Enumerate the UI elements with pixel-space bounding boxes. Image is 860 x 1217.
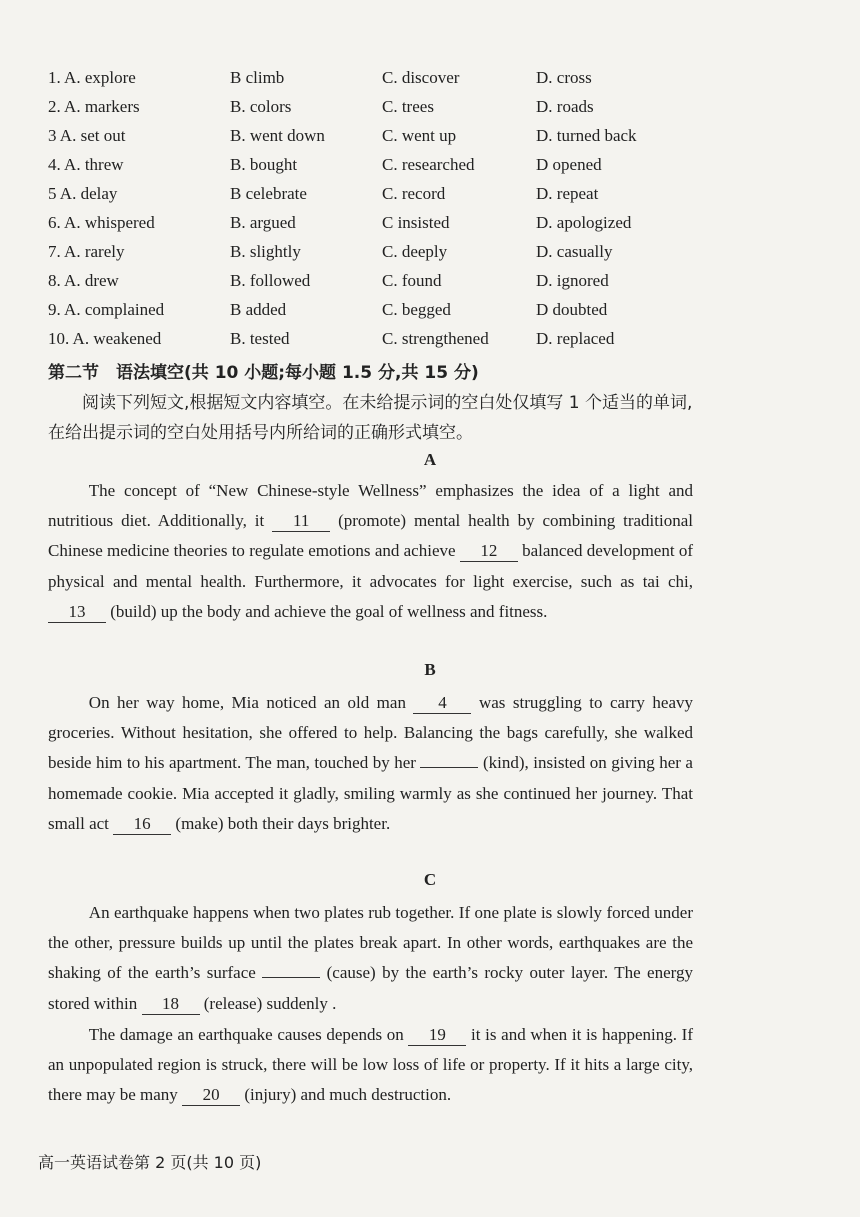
question-number-and-option-a[interactable]: 4. A. threw [48,155,124,174]
mcq-options [48,68,748,358]
question-number-and-option-a[interactable]: 6. A. whispered [48,213,155,232]
text: (injury) and much destruction. [240,1085,452,1105]
blank-14[interactable]: 4 [413,693,471,714]
option-d[interactable]: D. turned back [536,126,637,145]
option-c[interactable]: C. discover [382,68,460,87]
option-b[interactable]: B. colors [230,97,292,116]
option-d[interactable]: D. roads [536,97,594,116]
option-b[interactable]: B. slightly [230,242,301,261]
question-number-and-option-a[interactable]: 7. A. rarely [48,242,125,261]
blank-15[interactable] [420,767,478,768]
question-row [48,68,748,97]
option-d[interactable]: D. ignored [536,271,609,290]
option-c[interactable]: C. trees [382,97,434,116]
text: (build) up the body and achieve the goal of wellness and fitness. [106,601,548,621]
blank-13[interactable]: 13 [48,602,106,623]
option-d[interactable]: D. replaced [536,329,615,348]
question-row [48,126,748,155]
option-c[interactable]: C. record [382,184,446,203]
question-number-and-option-a[interactable]: 1. A. explore [48,68,136,87]
option-c[interactable]: C. found [382,271,442,290]
option-c[interactable]: C. deeply [382,242,448,261]
option-d[interactable]: D doubted [536,300,608,319]
option-d[interactable]: D. repeat [536,184,599,203]
option-d[interactable]: D opened [536,155,602,174]
blank-19[interactable]: 19 [408,1025,466,1046]
option-c[interactable]: C. begged [382,300,451,319]
text: (make) both their days brighter. [171,813,391,833]
question-row [48,155,748,184]
option-d[interactable]: D. cross [536,68,592,87]
passage-c-paragraph-1 [48,898,693,1019]
passage-a-heading: A [423,450,437,469]
option-b[interactable]: B. followed [230,271,311,290]
option-b[interactable]: B celebrate [230,184,307,203]
question-number-and-option-a[interactable]: 3 A. set out [48,126,126,145]
passage-b-heading: B [424,660,436,679]
blank-12[interactable]: 12 [460,541,518,562]
question-number-and-option-a[interactable]: 8. A. drew [48,271,119,290]
blank-18[interactable]: 18 [142,994,200,1015]
option-c[interactable]: C. strengthened [382,329,489,348]
option-d[interactable]: D. apologized [536,213,632,232]
passage-c-paragraph-2 [48,1020,693,1111]
passage-a [48,476,693,627]
question-row [48,213,748,242]
option-b[interactable]: B. argued [230,213,296,232]
text: The concept of “New Chinese-style Wellness” emphasizes the idea of a light and nutritious diet. Additionally, it [48,481,693,531]
question-row [48,97,748,126]
passage-b [48,688,693,839]
blank-17[interactable] [262,977,320,978]
text: On her way home, Mia noticed an old man [88,693,414,712]
blank-20[interactable]: 20 [182,1085,240,1106]
question-row [48,242,748,271]
option-b[interactable]: B. went down [230,126,325,145]
question-row [48,271,748,300]
text: (promote) mental health by combining traditional Chinese medicine theories to regulate emotions and achieve [48,511,693,561]
text: balanced development of physical and mental health. Furthermore, it advocates for light exercise, such as tai chi, [48,541,693,591]
text: (kind), insisted on giving her a homemade cookie. Mia accepted it gladly, smiling warmly as she continued her journey. That small act [48,753,693,833]
passage-c-heading: C [423,870,437,889]
question-row [48,184,748,213]
text: An earthquake happens when two plates rub together. If one plate is slowly forced under the other, pressure builds up until the plates break apart. In other words, earthquakes are the shaking of the earth’s surface [48,903,693,983]
question-number-and-option-a[interactable]: 9. A. complained [48,300,165,319]
text: it is and when it is happening. If an unpopulated region is struck, there will be low loss of life or property. If it hits a large city, there may be many [48,1025,693,1105]
question-number-and-option-a[interactable]: 2. A. markers [48,97,140,116]
option-b[interactable]: B. bought [230,155,298,174]
question-row [48,300,748,329]
option-c[interactable]: C insisted [382,213,450,232]
option-b[interactable]: B climb [230,68,285,87]
text: (release) suddenly . [199,993,337,1013]
option-b[interactable]: B. tested [230,329,290,348]
blank-11[interactable]: 11 [272,511,330,532]
text: The damage an earthquake causes depends on [88,1025,409,1044]
page-footer: 高一英语试卷第 2 页(共 10 页) [38,1153,262,1172]
option-c[interactable]: C. went up [382,126,457,145]
text: was struggling to carry heavy groceries. Without hesitation, she offered to help. Balancing the bags carefully, she walked beside him to his apartment. The man, touched by her [48,693,693,773]
question-number-and-option-a[interactable]: 5 A. delay [48,184,118,203]
instructions: 阅读下列短文,根据短文内容填空。在未给提示词的空白处仅填写 1 个适当的单词,在给出提示词的空白处用括号内所给词的正确形式填空。 [48,393,693,443]
question-number-and-option-a[interactable]: 10. A. weakened [48,329,162,348]
option-c[interactable]: C. researched [382,155,475,174]
section-title: 第二节 语法填空(共 10 小题;每小题 1.5 分,共 15 分) [48,363,479,383]
blank-16[interactable]: 16 [113,814,171,835]
option-d[interactable]: D. casually [536,242,613,261]
text: (cause) by the earth’s rocky outer layer. The energy stored within [48,963,693,1013]
question-row [48,329,748,358]
option-b[interactable]: B added [230,300,287,319]
